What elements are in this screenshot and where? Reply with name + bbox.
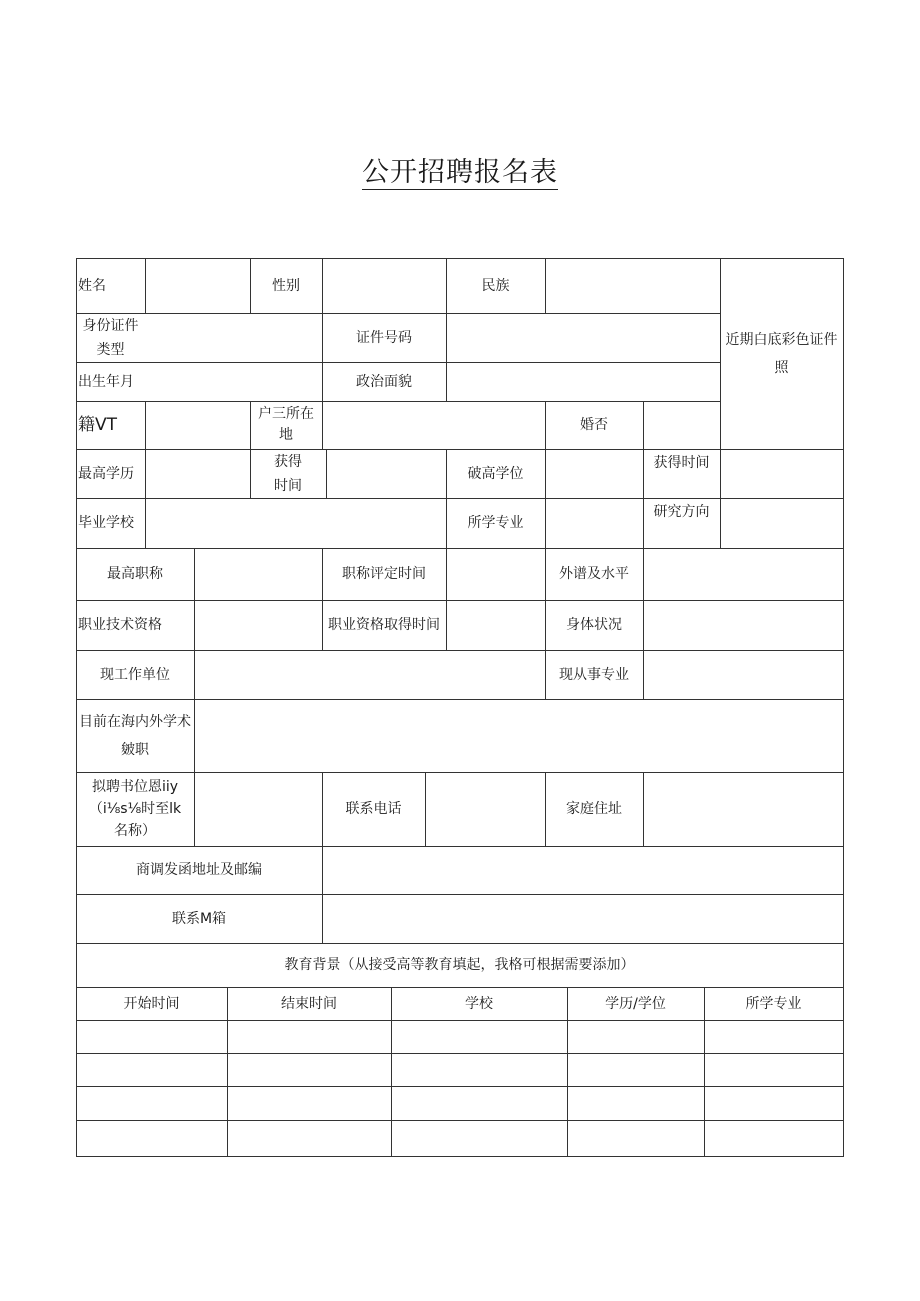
label-degree: 破高学位 xyxy=(467,465,524,482)
input-research[interactable] xyxy=(720,498,843,548)
edu-col-end: 结束时间 xyxy=(281,995,337,1012)
photo-placeholder[interactable] xyxy=(720,258,843,449)
label-native: 籍VT xyxy=(78,415,118,435)
input-ethnicity[interactable] xyxy=(545,258,720,313)
edu-row-3[interactable] xyxy=(76,1086,843,1120)
photo-label: 近期白底彩色证件照 xyxy=(725,331,838,376)
label-id-type-text: 身份证件类型 xyxy=(82,317,139,358)
label-school: 毕业学校 xyxy=(78,515,134,531)
edu-col-start: 开始时间 xyxy=(123,995,180,1012)
label-qual-time-text: 职业资格取得时间 xyxy=(328,617,440,633)
input-name[interactable] xyxy=(145,258,250,313)
label-edu-time xyxy=(250,449,326,498)
input-id-number[interactable] xyxy=(446,313,720,362)
input-edu-time[interactable] xyxy=(326,449,446,498)
label-research: 研究方向 xyxy=(653,504,710,520)
input-gender[interactable] xyxy=(322,258,446,313)
label-employer: 现工作单位 xyxy=(100,666,170,683)
label-phone: 联系电话 xyxy=(345,801,402,817)
input-current-major[interactable] xyxy=(643,650,843,699)
input-email[interactable] xyxy=(322,894,843,943)
label-birth: 出生年月 xyxy=(78,373,134,390)
input-title-rank[interactable] xyxy=(194,548,322,600)
input-native[interactable] xyxy=(145,401,250,449)
label-id-number: 证件号码 xyxy=(356,329,412,346)
label-name: 姓名 xyxy=(78,277,106,294)
label-email: 联系M箱 xyxy=(171,910,227,927)
label-mail-address: 商调发函地址及邮编 xyxy=(136,862,262,878)
label-ethnicity: 民族 xyxy=(481,277,510,294)
edu-row-1[interactable] xyxy=(76,1020,843,1053)
input-parttime[interactable] xyxy=(194,699,843,772)
label-edu: 最高学历 xyxy=(78,465,134,482)
input-phone[interactable] xyxy=(425,772,545,846)
input-language[interactable] xyxy=(643,548,843,600)
label-marital: 婚否 xyxy=(580,417,608,433)
grid-line xyxy=(76,1156,844,1157)
edu-col-degree: 学历/学位 xyxy=(605,995,666,1012)
input-position[interactable] xyxy=(194,772,322,846)
label-position-text: 拟聘书位恩iiy（i⅛s⅛时至lk名称） xyxy=(88,779,182,839)
input-political[interactable] xyxy=(446,362,720,401)
label-hukou-text: 户三所在地 xyxy=(258,406,314,443)
edu-col-school: 学校 xyxy=(465,995,493,1012)
input-edu[interactable] xyxy=(145,449,250,498)
input-hukou[interactable] xyxy=(322,401,545,449)
label-qual-time xyxy=(322,600,446,650)
input-employer[interactable] xyxy=(194,650,545,699)
label-edu-time-text: 获得时间 xyxy=(274,453,302,494)
input-degree-time[interactable] xyxy=(720,449,843,498)
input-health[interactable] xyxy=(643,600,843,650)
input-title-time[interactable] xyxy=(446,548,545,600)
input-major[interactable] xyxy=(545,498,643,548)
input-birth[interactable] xyxy=(145,362,322,401)
label-address: 家庭住址 xyxy=(566,801,622,817)
input-degree[interactable] xyxy=(545,449,643,498)
label-degree-time: 获得时间 xyxy=(653,455,710,471)
input-qual-time[interactable] xyxy=(446,600,545,650)
label-parttime-text: 目前在海内外学术皴职 xyxy=(79,713,191,758)
label-major: 所学专业 xyxy=(467,515,524,531)
grid-line xyxy=(843,258,844,1157)
label-gender: 性别 xyxy=(272,277,300,294)
label-parttime xyxy=(76,699,194,772)
label-health: 身体状况 xyxy=(566,617,622,633)
input-school[interactable] xyxy=(145,498,446,548)
edu-col-major: 所学专业 xyxy=(745,995,802,1012)
label-id-type xyxy=(76,313,145,362)
input-address[interactable] xyxy=(643,772,843,846)
input-id-type[interactable] xyxy=(145,313,322,362)
label-language: 外谱及水平 xyxy=(559,566,629,582)
input-qualification[interactable] xyxy=(194,600,322,650)
label-hukou xyxy=(250,401,322,449)
label-position xyxy=(76,772,194,846)
input-marital[interactable] xyxy=(643,401,720,449)
label-current-major: 现从事专业 xyxy=(559,666,629,683)
education-header: 教育背景（从接受高等教育填起，我格可根据需要添加） xyxy=(284,957,635,973)
form-title-text: 公开招聘报名表 xyxy=(362,157,558,188)
edu-row-4[interactable] xyxy=(76,1120,843,1156)
input-mail-address[interactable] xyxy=(322,846,843,894)
label-qualification: 职业技术资格 xyxy=(78,617,162,633)
label-title-time: 职称评定时间 xyxy=(342,566,426,582)
edu-row-2[interactable] xyxy=(76,1053,843,1086)
label-political: 政治面貌 xyxy=(356,373,412,390)
label-title-rank: 最高职称 xyxy=(107,566,163,582)
